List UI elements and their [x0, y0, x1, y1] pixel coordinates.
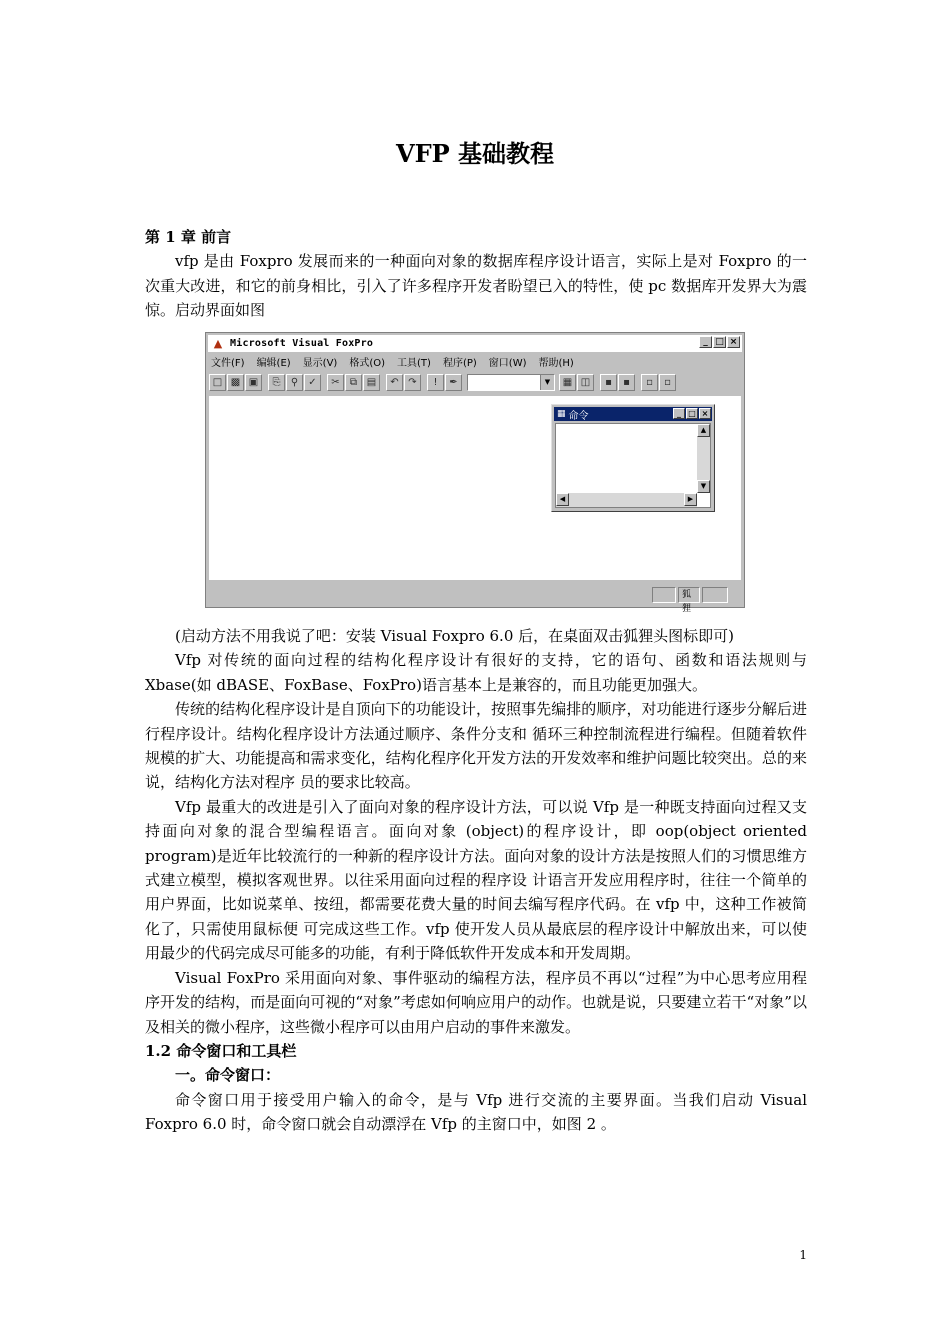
paragraph-oop: Vfp 最重大的改进是引入了面向对象的程序设计方法，可以说 Vfp 是一种既支持面向过程又支持面向对象的混合型编程语言。面向对象 (object)的程序设计，即 oop(object oriented program)是近年比较流行的一种新的程序设计方法。面向对象的设计方法是按照人们的习惯思维方式建立模型，模拟客观世界。以往采用面向过程的程序设 计语言开发应用程序时，往往一个简单的用户界面，比如说菜单、按纽，都需要花费大量的时间去编写程序代码。在 vfp 中，这种工作被简化了，只需使用鼠标便 可完成这些工作。vfp 使开发人员从最底层的程序设计中解放出来，可以使用最少的代码完成尽可能多的功能，有利于降低软件开发成本和开发周期。	[145, 797, 807, 963]
menu-tools[interactable]: 工具(T)	[397, 357, 431, 369]
copy-icon[interactable]: ⧉	[345, 374, 362, 391]
status-ime: 狐狸	[678, 587, 700, 603]
report-wizard-icon[interactable]: ▪	[618, 374, 635, 391]
chevron-down-icon[interactable]: ▼	[540, 375, 554, 390]
open-folder-icon[interactable]: ▩	[227, 374, 244, 391]
chapter-heading: 第 1 章 前言	[145, 228, 232, 246]
database-combo[interactable]	[467, 374, 555, 391]
print-preview-icon[interactable]: ⚲	[286, 374, 303, 391]
close-icon[interactable]: ×	[727, 336, 740, 348]
new-file-icon[interactable]: □	[209, 374, 226, 391]
window-controls	[699, 336, 740, 348]
paragraph-compat: Vfp 对传统的面向过程的结构化程序设计有很好的支持，它的语句、函数和语法规则与 Xbase(如 dBASE、FoxBase、FoxPro)语言基本上是兼容的，而且功能更加强大。	[145, 651, 807, 694]
paragraph-events: Visual FoxPro 采用面向对象、事件驱动的编程方法，程序员不再以“过程”为中心思考应用程序开发的结构，而是面向可视的“对象”考虑如何响应用户的动作。也就是说，只要建立若干“对象”以及相关的微小程序，这些微小程序可以由用户启动的事件来激发。	[145, 968, 807, 1036]
cut-icon[interactable]: ✂	[327, 374, 344, 391]
paragraph-command-window: 命令窗口用于接受用户输入的命令，是与 Vfp 进行交流的主要界面。当我们启动 Visual Foxpro 6.0 时，命令窗口就会自动漂浮在 Vfp 的主窗口中，如图 2 。	[145, 1090, 807, 1134]
menu-format[interactable]: 格式(O)	[349, 357, 386, 369]
command-window-titlebar[interactable]	[554, 407, 712, 421]
menu-file[interactable]: 文件(F)	[211, 357, 245, 369]
run-icon[interactable]: !	[427, 374, 444, 391]
menu-program[interactable]: 程序(P)	[442, 357, 477, 369]
paragraph-structured: 传统的结构化程序设计是自顶向下的功能设计，按照事先编排的顺序，对功能进行逐步分解后进行程序设计。结构化程序设计方法通过顺序、条件分支和 循环三种控制流程进行编程。但随着软件规模的扩大、功能提高和需求变化，结构化程序化开发方法的开发效率和维护问题比较突出。总的来说，结构化方法对程序 员的要求比较高。	[145, 700, 807, 792]
save-icon[interactable]: ▣	[245, 374, 262, 391]
command-window-icon[interactable]: ▦	[559, 374, 576, 391]
redo-icon[interactable]: ↷	[404, 374, 421, 391]
data-session-icon[interactable]: ◫	[577, 374, 594, 391]
command-window-title: 命令	[568, 410, 589, 422]
command-window-controls	[673, 408, 711, 419]
intro-paragraph: vfp 是由 Foxpro 发展而来的一种面向对象的数据库程序设计语言，实际上是对 Foxpro 的一次重大改进，和它的前身相比，引入了许多程序开发者盼望已入的特性，使 pc 数据库开发界大为震惊。启动界面如图	[145, 252, 807, 320]
cmd-minimize-icon[interactable]: _	[673, 408, 685, 419]
main-workspace	[209, 396, 741, 580]
menu-window[interactable]: 窗口(W)	[488, 357, 527, 369]
print-icon[interactable]: ⎘	[268, 374, 285, 391]
section-heading: 1.2 命令窗口和工具栏	[145, 1041, 297, 1060]
minimize-icon[interactable]: _	[699, 336, 712, 348]
menu-bar	[210, 353, 575, 369]
command-window[interactable]	[551, 404, 715, 512]
status-bar	[208, 583, 742, 614]
scroll-right-icon[interactable]: ▶	[684, 493, 697, 506]
paste-icon[interactable]: ▤	[363, 374, 380, 391]
paragraph-startup: (启动方法不用我说了吧：安装 Visual Foxpro 6.0 后，在桌面双击狐狸头图标即可)	[175, 627, 734, 645]
subsection-heading: 一。命令窗口：	[175, 1066, 281, 1085]
scroll-left-icon[interactable]: ◀	[556, 493, 569, 506]
form-wizard-icon[interactable]: ▪	[600, 374, 617, 391]
window-title: Microsoft Visual FoxPro	[230, 338, 374, 349]
vertical-scrollbar[interactable]	[697, 424, 710, 493]
spell-check-icon[interactable]: ✓	[304, 374, 321, 391]
fox-app-icon: ▲	[213, 336, 223, 350]
menu-view[interactable]: 显示(V)	[302, 357, 338, 369]
scroll-up-icon[interactable]: ▲	[697, 424, 710, 437]
maximize-icon[interactable]: □	[713, 336, 726, 348]
section-body	[145, 624, 807, 1137]
section-intro	[145, 225, 807, 323]
cmd-close-icon[interactable]: ×	[699, 408, 711, 419]
vfp-startup-screenshot	[205, 332, 745, 614]
horizontal-scrollbar[interactable]	[556, 493, 697, 507]
menu-edit[interactable]: 编辑(E)	[256, 357, 291, 369]
command-input-area[interactable]	[555, 423, 711, 508]
modify-form-icon[interactable]: ✒	[445, 374, 462, 391]
builder-icon[interactable]: ▫	[659, 374, 676, 391]
undo-icon[interactable]: ↶	[386, 374, 403, 391]
scroll-down-icon[interactable]: ▼	[697, 480, 710, 493]
command-window-icon-small: ▦	[557, 409, 566, 419]
standard-toolbar	[209, 371, 741, 393]
page-title: VFP 基础教程	[395, 139, 555, 168]
page-number: 1	[799, 1248, 807, 1262]
menu-help[interactable]: 帮助(H)	[538, 357, 574, 369]
status-pane-empty-2	[702, 587, 728, 603]
status-pane-empty	[652, 587, 676, 603]
help-icon[interactable]: ▫	[641, 374, 658, 391]
cmd-maximize-icon[interactable]: □	[686, 408, 698, 419]
window-titlebar	[208, 335, 742, 352]
